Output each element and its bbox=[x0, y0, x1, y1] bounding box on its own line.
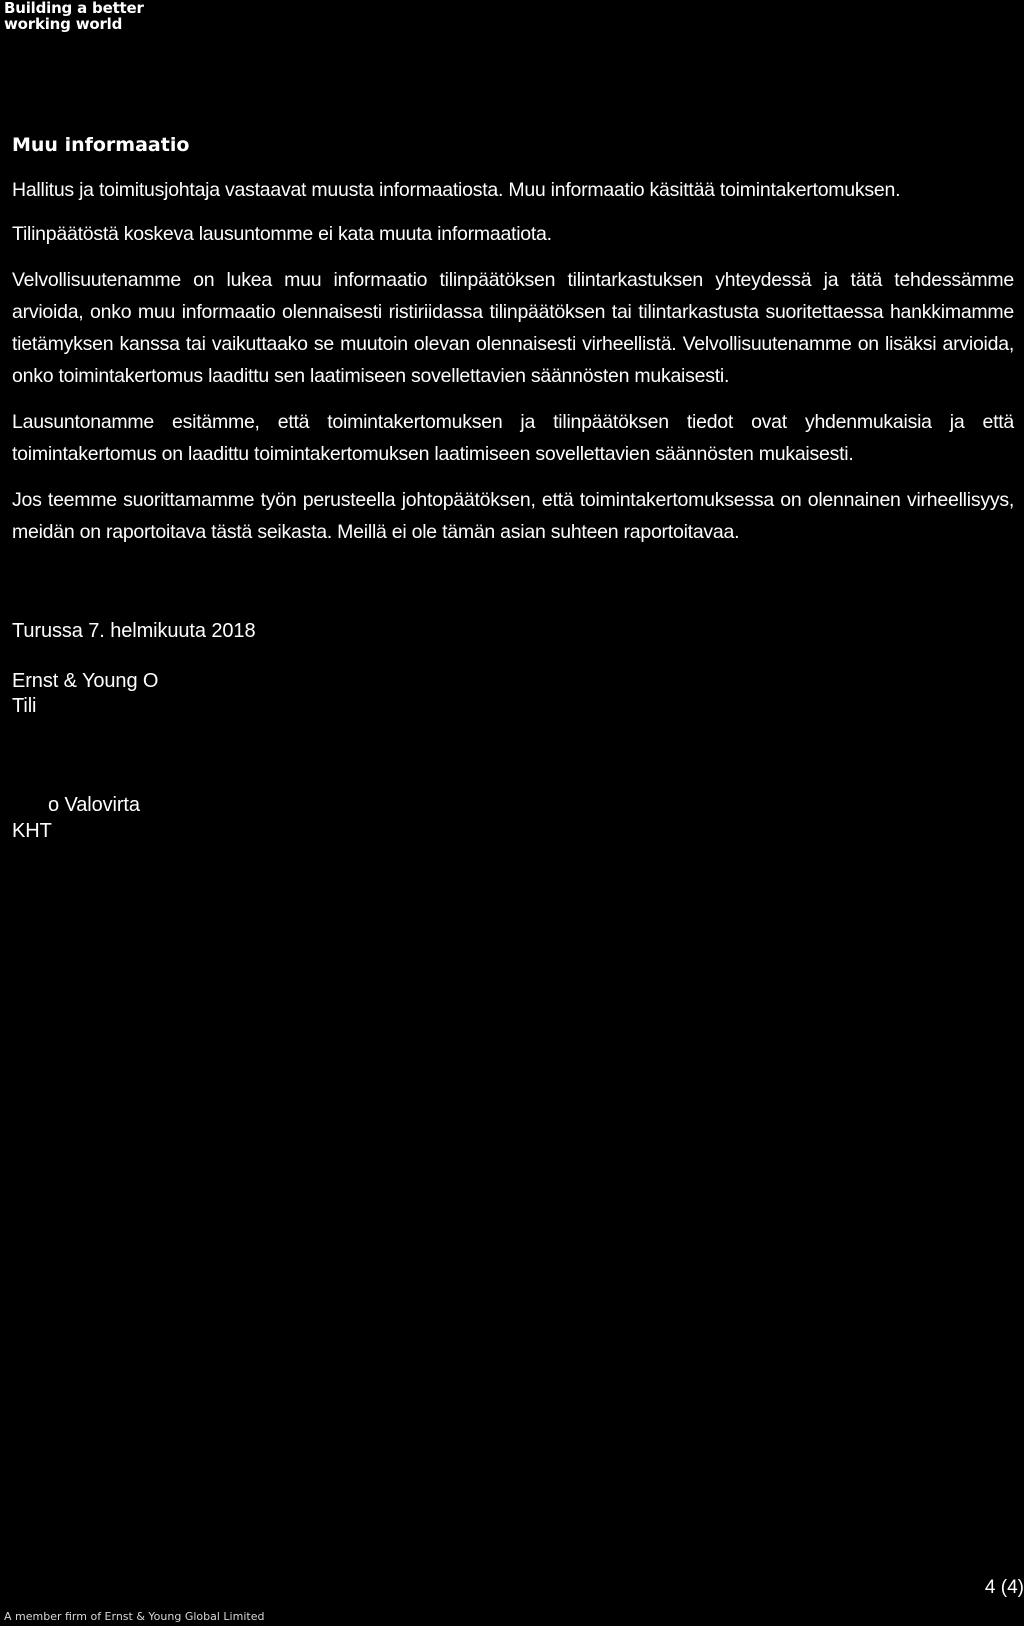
place-and-date: Turussa 7. helmikuuta 2018 bbox=[12, 620, 256, 642]
footer-member-note: A member firm of Ernst & Young Global Limited bbox=[4, 1610, 265, 1623]
paragraph-misstatement: Jos teemme suorittamamme työn perusteella johtopäätöksen, että toimintakertomuksessa on olennainen virheellisyys, meidän on raportoitava tästä seikasta. Meillä ei ole tämän asian suhteen raportoitavaa. bbox=[12, 489, 1014, 543]
audit-firm-name: Ernst & Young O bbox=[12, 670, 159, 692]
document-body bbox=[12, 132, 1014, 560]
auditor-name: o Valovirta bbox=[48, 794, 140, 816]
paragraph-statement: Lausuntonamme esitämme, että toimintakertomuksen ja tilinpäätöksen tiedot ovat yhdenmukaisia ja että toimintakertomus on laadittu toimintakertomuksen laatimiseen sovellettavien säännösten mukaisesti. bbox=[12, 411, 1014, 465]
section-heading: Muu informaatio bbox=[12, 134, 190, 156]
paragraph-responsibility: Hallitus ja toimitusjohtaja vastaavat muusta informaatiosta. Muu informaatio käsittää toimintakertomuksen. bbox=[12, 179, 901, 201]
tagline-line-2: working world bbox=[4, 15, 123, 33]
page-number: 4 (4) bbox=[984, 1577, 1024, 1598]
audit-firm-designation: Tili bbox=[12, 695, 37, 717]
paragraph-obligation: Velvollisuutenamme on lukea muu informaatio tilinpäätöksen tilintarkastuksen yhteydessä ja tätä tehdessämme arvioida, onko muu informaatio olennaisesti ristiriidassa tilinpäätöksen tai tilintarkastusta suoritettaessa hankkimamme tietämyksen kanssa tai vaikuttaako se muutoin olevan olennaisesti virheellistä. Velvollisuutenamme on lisäksi arvioida, onko toimintakertomus laadittu sen laatimiseen sovellettavien säännösten mukaisesti. bbox=[12, 269, 1014, 387]
ey-tagline bbox=[4, 0, 144, 32]
tagline-line-1: Building a better bbox=[4, 0, 144, 17]
auditor-title: KHT bbox=[12, 820, 52, 842]
paragraph-scope: Tilinpäätöstä koskeva lausuntomme ei kata muuta informaatiota. bbox=[12, 223, 552, 245]
